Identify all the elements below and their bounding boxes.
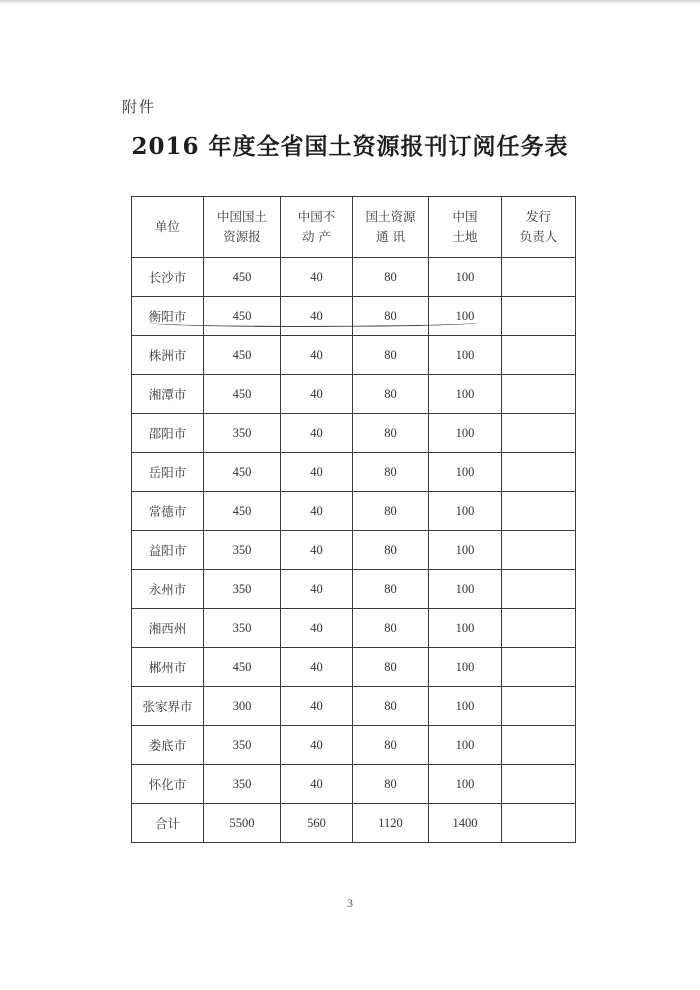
cell-col-e bbox=[502, 453, 576, 492]
cell-col-d: 100 bbox=[429, 297, 502, 336]
table-row bbox=[132, 414, 576, 453]
cell-col-d: 100 bbox=[429, 687, 502, 726]
cell-col-c: 80 bbox=[353, 726, 429, 765]
table-row bbox=[132, 375, 576, 414]
cell-col-e bbox=[502, 609, 576, 648]
header-col-b bbox=[281, 197, 353, 258]
cell-col-e bbox=[502, 765, 576, 804]
cell-col-e bbox=[502, 687, 576, 726]
cell-col-c: 80 bbox=[353, 687, 429, 726]
scan-edge bbox=[0, 0, 700, 4]
cell-col-e bbox=[502, 414, 576, 453]
header-col-c-line2: 通 讯 bbox=[376, 229, 405, 244]
cell-col-b: 40 bbox=[281, 687, 353, 726]
cell-unit: 郴州市 bbox=[132, 648, 204, 687]
cell-col-a: 450 bbox=[204, 648, 281, 687]
cell-col-c: 80 bbox=[353, 258, 429, 297]
cell-col-a: 300 bbox=[204, 687, 281, 726]
cell-col-c: 80 bbox=[353, 492, 429, 531]
cell-col-b: 40 bbox=[281, 414, 353, 453]
table-header-row bbox=[132, 197, 576, 258]
cell-col-e bbox=[502, 648, 576, 687]
header-col-d-line1: 中国 bbox=[452, 209, 478, 224]
header-col-c bbox=[353, 197, 429, 258]
cell-unit: 衡阳市 bbox=[132, 297, 204, 336]
cell-col-d: 100 bbox=[429, 726, 502, 765]
cell-col-d: 100 bbox=[429, 258, 502, 297]
cell-col-b: 40 bbox=[281, 375, 353, 414]
cell-unit: 张家界市 bbox=[132, 687, 204, 726]
cell-unit: 永州市 bbox=[132, 570, 204, 609]
table-row bbox=[132, 531, 576, 570]
cell-col-d: 100 bbox=[429, 414, 502, 453]
cell-col-e bbox=[502, 258, 576, 297]
cell-col-c: 80 bbox=[353, 531, 429, 570]
cell-col-a: 450 bbox=[204, 492, 281, 531]
cell-col-a: 350 bbox=[204, 609, 281, 648]
cell-col-a: 450 bbox=[204, 453, 281, 492]
cell-col-d: 100 bbox=[429, 375, 502, 414]
cell-col-d: 100 bbox=[429, 609, 502, 648]
cell-col-c-total: 1120 bbox=[353, 804, 429, 843]
cell-col-b: 40 bbox=[281, 336, 353, 375]
header-col-a-line2: 资源报 bbox=[223, 229, 261, 244]
attachment-label: 附件 bbox=[122, 98, 157, 116]
cell-col-b: 40 bbox=[281, 492, 353, 531]
table-total-row bbox=[132, 804, 576, 843]
cell-col-a: 350 bbox=[204, 531, 281, 570]
cell-col-c: 80 bbox=[353, 375, 429, 414]
cell-col-e bbox=[502, 570, 576, 609]
cell-col-b: 40 bbox=[281, 258, 353, 297]
cell-col-b: 40 bbox=[281, 297, 353, 336]
cell-unit: 怀化市 bbox=[132, 765, 204, 804]
cell-col-d: 100 bbox=[429, 453, 502, 492]
cell-unit: 岳阳市 bbox=[132, 453, 204, 492]
header-col-b-line1: 中国不 bbox=[297, 209, 336, 224]
cell-col-c: 80 bbox=[353, 648, 429, 687]
cell-col-e bbox=[502, 531, 576, 570]
cell-unit: 湘潭市 bbox=[132, 375, 204, 414]
cell-col-a: 450 bbox=[204, 258, 281, 297]
cell-col-b: 40 bbox=[281, 648, 353, 687]
cell-col-a: 450 bbox=[204, 336, 281, 375]
header-col-e bbox=[502, 197, 576, 258]
cell-col-a-total: 5500 bbox=[204, 804, 281, 843]
cell-col-c: 80 bbox=[353, 297, 429, 336]
cell-col-d: 100 bbox=[429, 492, 502, 531]
cell-col-e bbox=[502, 726, 576, 765]
cell-col-b-total: 560 bbox=[281, 804, 353, 843]
header-col-b-line2: 动 产 bbox=[302, 229, 331, 244]
header-col-d bbox=[429, 197, 502, 258]
document-title: 2016 年度全省国土资源报刊订阅任务表 bbox=[131, 133, 569, 160]
cell-col-d: 100 bbox=[429, 570, 502, 609]
cell-unit: 长沙市 bbox=[132, 258, 204, 297]
table-row bbox=[132, 336, 576, 375]
cell-col-d: 100 bbox=[429, 765, 502, 804]
header-col-d-line2: 土地 bbox=[452, 229, 478, 244]
cell-col-c: 80 bbox=[353, 609, 429, 648]
cell-col-e bbox=[502, 492, 576, 531]
cell-col-c: 80 bbox=[353, 414, 429, 453]
table-row bbox=[132, 258, 576, 297]
cell-unit: 邵阳市 bbox=[132, 414, 204, 453]
header-unit bbox=[132, 197, 204, 258]
subscription-table bbox=[131, 196, 576, 843]
cell-col-c: 80 bbox=[353, 336, 429, 375]
table-row bbox=[132, 453, 576, 492]
header-col-e-line1: 发行 bbox=[525, 209, 551, 224]
cell-col-d-total: 1400 bbox=[429, 804, 502, 843]
cell-col-a: 350 bbox=[204, 765, 281, 804]
cell-col-a: 350 bbox=[204, 726, 281, 765]
header-col-a bbox=[204, 197, 281, 258]
cell-col-d: 100 bbox=[429, 336, 502, 375]
cell-col-b: 40 bbox=[281, 609, 353, 648]
cell-col-a: 450 bbox=[204, 297, 281, 336]
cell-col-e bbox=[502, 297, 576, 336]
table-row bbox=[132, 297, 576, 336]
cell-col-e-total bbox=[502, 804, 576, 843]
table-row bbox=[132, 492, 576, 531]
cell-col-e bbox=[502, 336, 576, 375]
cell-col-b: 40 bbox=[281, 765, 353, 804]
cell-unit: 株洲市 bbox=[132, 336, 204, 375]
table-row bbox=[132, 726, 576, 765]
table-row bbox=[132, 648, 576, 687]
page-number: 3 bbox=[347, 896, 353, 910]
cell-col-c: 80 bbox=[353, 765, 429, 804]
cell-col-a: 350 bbox=[204, 570, 281, 609]
cell-col-b: 40 bbox=[281, 726, 353, 765]
header-col-e-line2: 负责人 bbox=[519, 229, 558, 244]
table-row bbox=[132, 765, 576, 804]
table-row bbox=[132, 609, 576, 648]
header-col-c-line1: 国土资源 bbox=[365, 209, 416, 224]
cell-col-d: 100 bbox=[429, 531, 502, 570]
cell-col-b: 40 bbox=[281, 453, 353, 492]
cell-unit-total: 合计 bbox=[132, 804, 204, 843]
cell-unit: 常德市 bbox=[132, 492, 204, 531]
cell-col-b: 40 bbox=[281, 570, 353, 609]
cell-col-c: 80 bbox=[353, 453, 429, 492]
cell-unit: 益阳市 bbox=[132, 531, 204, 570]
header-unit-label: 单位 bbox=[154, 219, 180, 234]
cell-col-c: 80 bbox=[353, 570, 429, 609]
cell-col-e bbox=[502, 375, 576, 414]
cell-unit: 湘西州 bbox=[132, 609, 204, 648]
cell-col-a: 350 bbox=[204, 414, 281, 453]
cell-col-a: 450 bbox=[204, 375, 281, 414]
cell-col-d: 100 bbox=[429, 648, 502, 687]
table-row bbox=[132, 687, 576, 726]
header-col-a-line1: 中国国土 bbox=[216, 209, 267, 224]
cell-unit: 娄底市 bbox=[132, 726, 204, 765]
cell-col-b: 40 bbox=[281, 531, 353, 570]
table-row bbox=[132, 570, 576, 609]
